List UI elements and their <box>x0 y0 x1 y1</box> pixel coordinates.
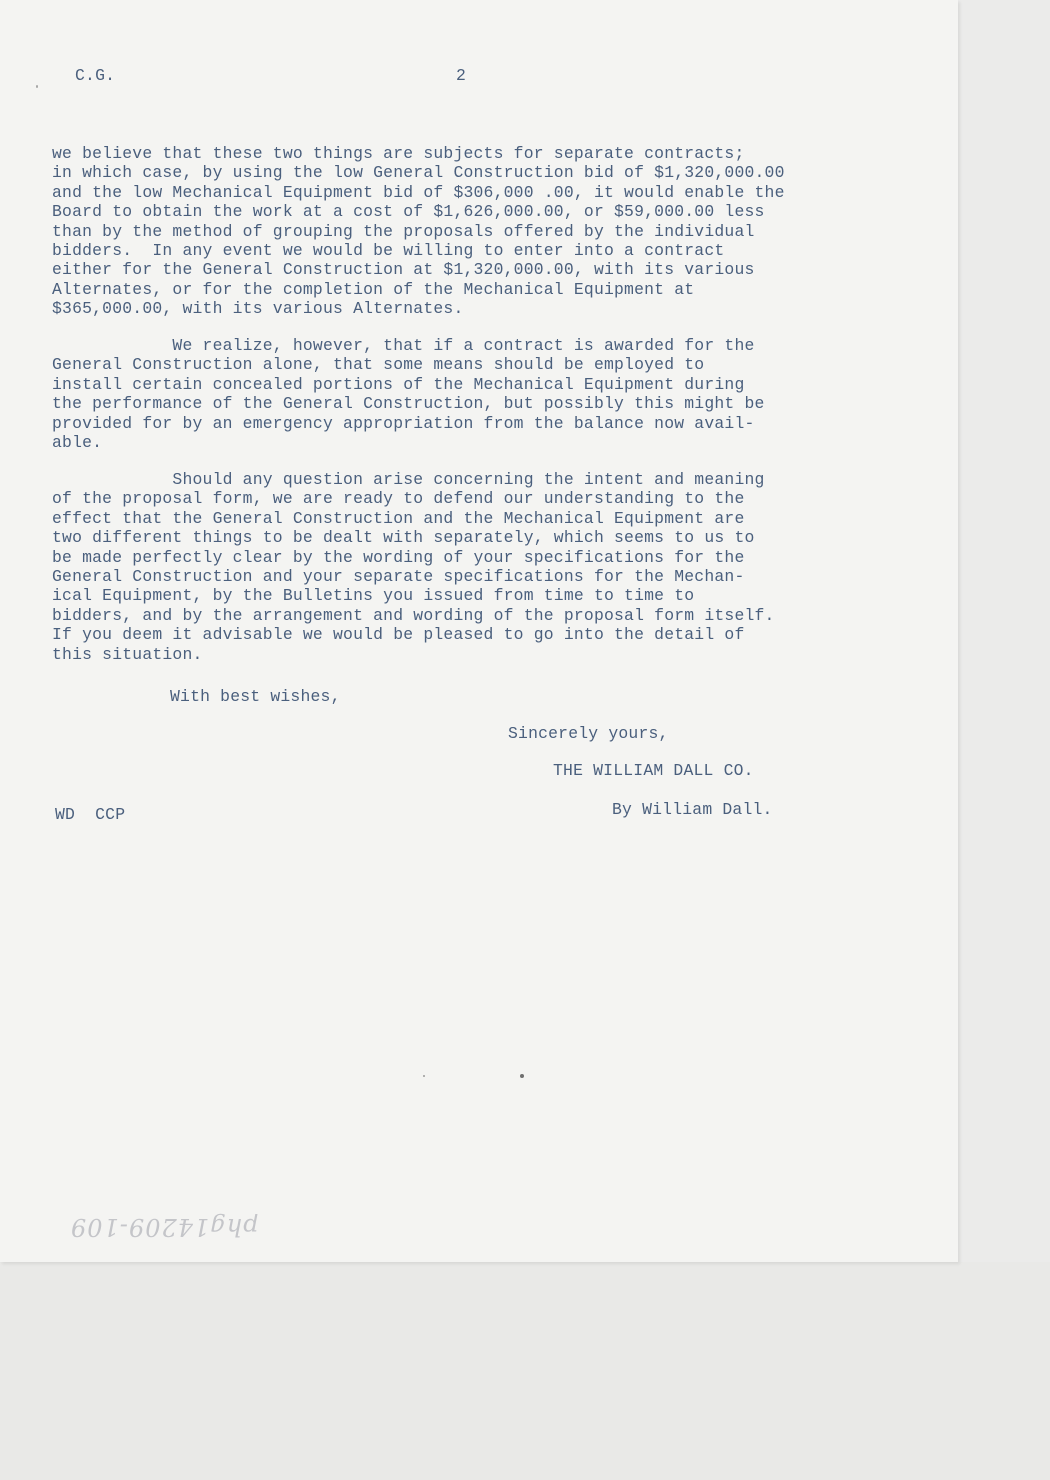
ink-speck <box>423 1075 425 1077</box>
scan-margin <box>958 0 1050 1262</box>
closing-line: With best wishes, <box>170 687 341 706</box>
reference-initials: WD CCP <box>55 805 126 824</box>
ink-speck <box>520 1074 524 1078</box>
company-name: THE WILLIAM DALL CO. <box>553 761 754 780</box>
body-paragraph-3: Should any question arise concerning the intent and meaning of the proposal form, we are ready to defend our understanding to the effect that the General Construction and the Mechanical Equipment are two different things to be dealt with separately, which seems to us to be made perfectly clear by the wording of your specifications for the General Construction and your separate specifications for the Mechan- ical Equipment, by the Bulletins you issued from time to time to bidders, and by the arrangement and wording of the proposal form itself. If you deem it advisable we would be pleased to go into the detail of this situation. <box>52 470 775 664</box>
archive-number-stamp: phg14209-109 <box>70 1213 259 1241</box>
page-number: 2 <box>456 66 467 85</box>
underlying-sheet <box>0 1262 1050 1480</box>
complimentary-close: Sincerely yours, <box>508 724 669 743</box>
header-initials: C.G. <box>75 66 116 85</box>
signature-line: By William Dall. <box>612 800 773 819</box>
body-paragraph-2: We realize, however, that if a contract is awarded for the General Construction alone, that some means should be employed to install certain concealed portions of the Mechanical Equipment during the performance of the General Construction, but possibly this might be provided for by an emergency appropriation from the balance now avail- able. <box>52 336 765 453</box>
ink-speck <box>36 85 38 88</box>
body-paragraph-1: we believe that these two things are subjects for separate contracts; in which case, by using the low General Construction bid of $1,320,000.00 and the low Mechanical Equipment bid of $306,000 .00, it would enable the Board to obtain the work at a cost of $1,626,000.00, or $59,000.00 less than by the method of grouping the proposals offered by the individual bidders. In any event we would be willing to enter into a contract either for the General Construction at $1,320,000.00, with its various Alternates, or for the completion of the Mechanical Equipment at $365,000.00, with its various Alternates. <box>52 144 785 319</box>
